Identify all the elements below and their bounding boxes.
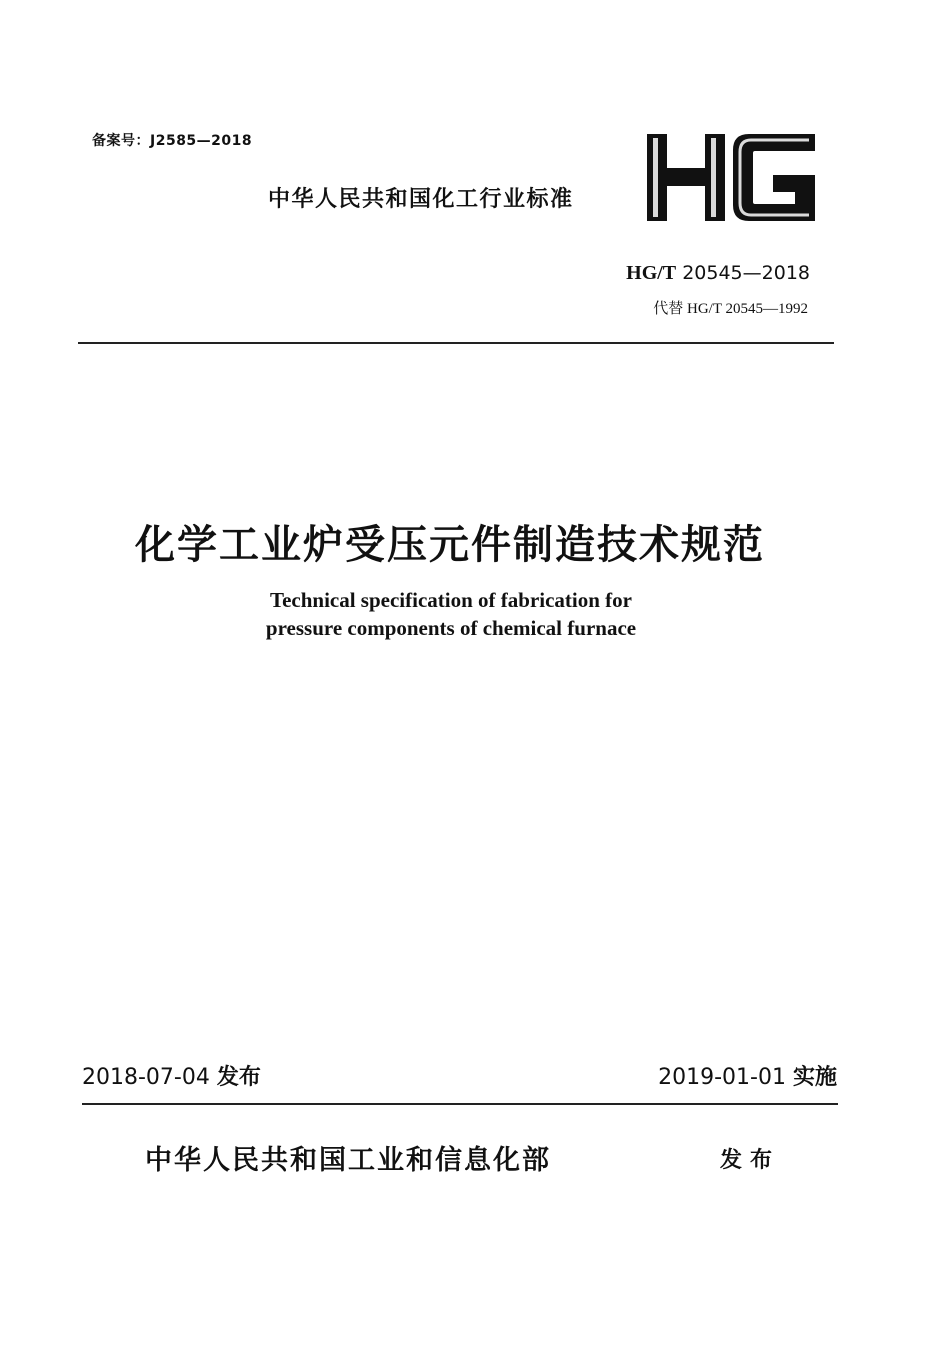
record-number: 备案号：J2585—2018 bbox=[92, 133, 253, 149]
title-english-line-2: pressure components of chemical furnace bbox=[265, 616, 637, 640]
publisher-name: 中华人民共和国工业和信息化部 bbox=[145, 1145, 551, 1176]
issue-date-label: 发布 bbox=[216, 1065, 261, 1090]
issue-date-value: 2018-07-04 bbox=[82, 1065, 210, 1090]
implementation-date-value: 2019-01-01 bbox=[658, 1065, 786, 1090]
standard-number-prefix: HG/T bbox=[626, 262, 677, 284]
bottom-divider bbox=[82, 1103, 838, 1105]
industry-standard-title: 中华人民共和国化工行业标准 bbox=[268, 187, 574, 212]
implementation-date bbox=[658, 1060, 837, 1091]
issue-date bbox=[82, 1060, 261, 1091]
standard-number bbox=[626, 262, 810, 285]
title-chinese: 化学工业炉受压元件制造技术规范 bbox=[135, 522, 765, 568]
hg-logo bbox=[645, 130, 820, 225]
standard-number-value: 20545—2018 bbox=[682, 262, 810, 284]
top-divider bbox=[78, 342, 834, 344]
title-english-line-1: Technical specification of fabrication for bbox=[269, 588, 632, 612]
replaces-standard: 代替 HG/T 20545—1992 bbox=[653, 301, 808, 317]
publisher-action: 发布 bbox=[720, 1148, 781, 1173]
implementation-date-label: 实施 bbox=[792, 1065, 837, 1090]
